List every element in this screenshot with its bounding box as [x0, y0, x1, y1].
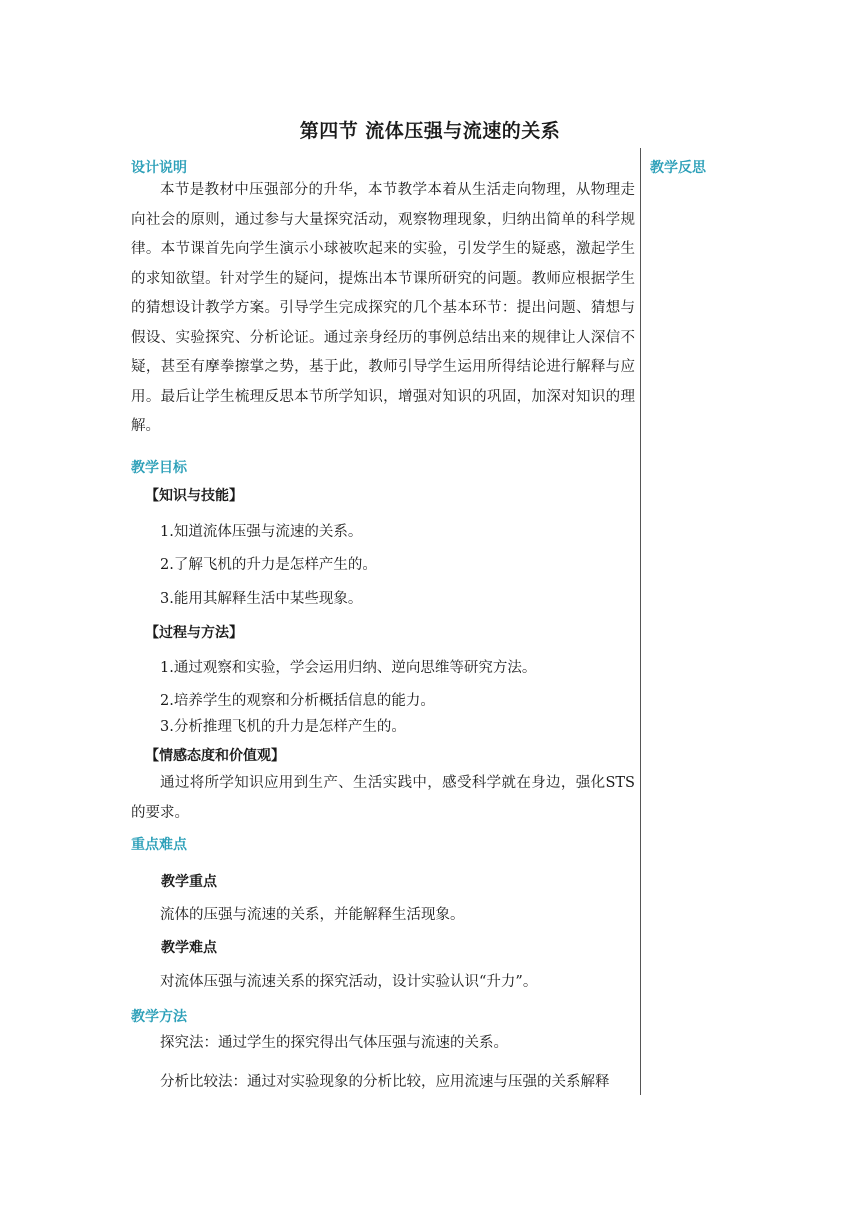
process-item: 2.培养学生的观察和分析概括信息的能力。	[160, 693, 435, 709]
difficulty-label: 教学难点	[161, 940, 217, 956]
design-heading: 设计说明	[131, 160, 187, 176]
page-title: 第四节 流体压强与流速的关系	[299, 120, 561, 142]
reflection-heading: 教学反思	[650, 160, 706, 176]
knowledge-label: 【知识与技能】	[145, 488, 243, 504]
process-item: 3.分析推理飞机的升力是怎样产生的。	[160, 719, 406, 735]
methods-heading: 教学方法	[131, 1009, 187, 1025]
knowledge-item: 3.能用其解释生活中某些现象。	[160, 591, 363, 607]
process-label: 【过程与方法】	[145, 625, 243, 641]
process-item: 1.通过观察和实验，学会运用归纳、逆向思维等研究方法。	[160, 660, 537, 676]
column-divider	[640, 148, 641, 1095]
knowledge-item: 2.了解飞机的升力是怎样产生的。	[160, 557, 377, 573]
emotion-label: 【情感态度和价值观】	[145, 748, 285, 764]
difficulty-text: 对流体压强与流速关系的探究活动，设计实验认识“升力”。	[160, 974, 538, 990]
keypoints-heading: 重点难点	[131, 837, 187, 853]
method-item: 分析比较法：通过对实验现象的分析比较，应用流速与压强的关系解释	[160, 1074, 610, 1090]
knowledge-item: 1.知道流体压强与流速的关系。	[160, 524, 363, 540]
emotion-paragraph: 通过将所学知识应用到生产、生活实践中，感受科学就在身边，强化STS的要求。	[131, 775, 635, 821]
key-label: 教学重点	[161, 874, 217, 890]
goals-heading: 教学目标	[131, 460, 187, 476]
method-item: 探究法：通过学生的探究得出气体压强与流速的关系。	[160, 1035, 508, 1051]
key-text: 流体的压强与流速的关系，并能解释生活现象。	[160, 907, 465, 923]
design-paragraph: 本节是教材中压强部分的升华，本节教学本着从生活走向物理，从物理走向社会的原则，通过参与大量探究活动，观察物理现象，归纳出简单的科学规律。本节课首先向学生演示小球被吹起来的实验，引发学生的疑惑，激起学生的求知欲望。针对学生的疑问，提炼出本节课所研究的问题。教师应根据学生的猜想设计教学方案。引导学生完成探究的几个基本环节：提出问题、猜想与假设、实验探究、分析论证。通过亲身经历的事例总结出来的规律让人深信不疑，甚至有摩拳擦掌之势，基于此，教师引导学生运用所得结论进行解释与应用。最后让学生梳理反思本节所学知识，增强对知识的巩固，加深对知识的理解。	[131, 182, 635, 434]
